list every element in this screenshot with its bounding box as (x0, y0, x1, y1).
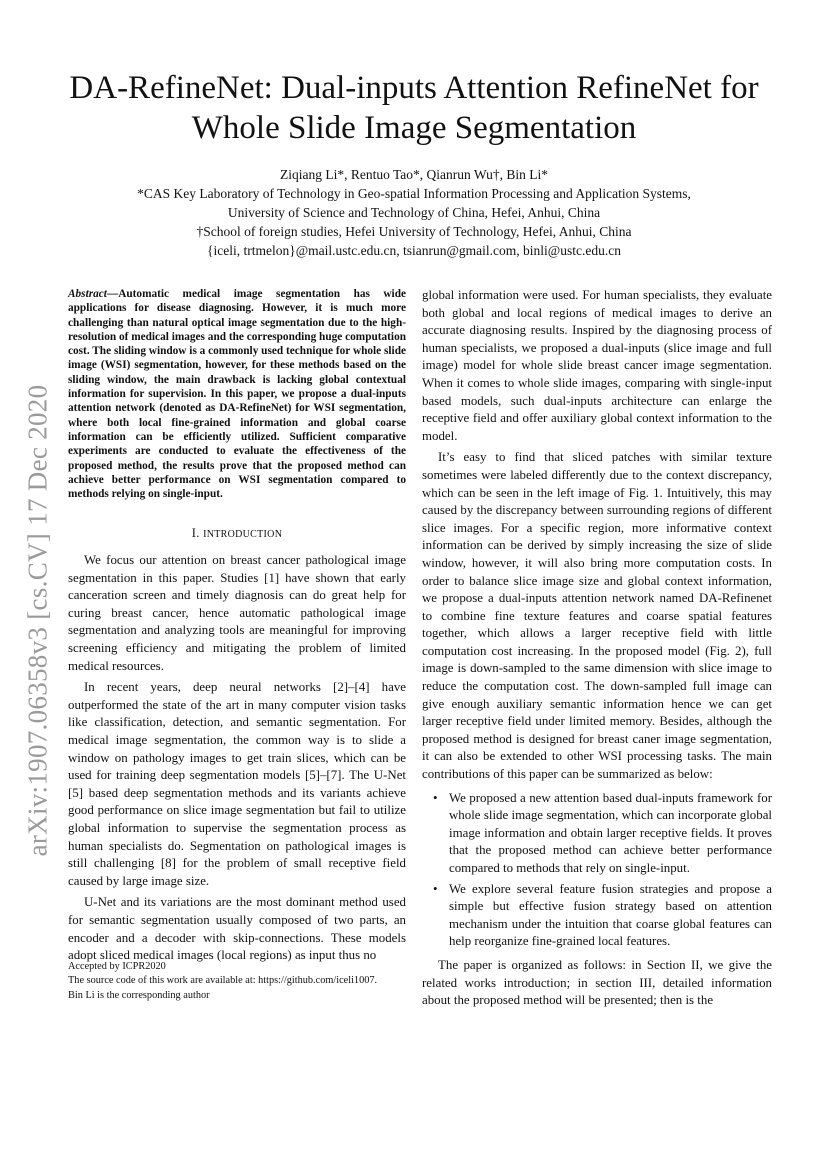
right-paragraph-2: It’s easy to find that sliced patches with similar texture sometimes were labeled differently due to the context discrepancy, which can be seen in the left image of Fig. 1. Intuitively, this may caused by the discrepancy between surrounding regions of different slice images. For a specific region, more informative context information can be derived by simply increasing the size of slide window, however, it will also bring more computation costs. In order to balance slice image size and global context information, we propose a dual-inputs attention network named DA-Refinenet to combine fine texture features and coarse spatial features together, which allows a larger receptive field with little computation cost increasing. In the proposed model (Fig. 2), full image is down-sampled to the same dimension with slice image to reduce the computation cost. The down-sampled full image can give enough auxiliary semantic information hence we can get larger receptive field under limited memory. Besides, although the proposed method is designed for breast caner image segmentation, it can also be extended to other WSI processing tasks. The main contributions of this paper can be summarized as below: (422, 450, 772, 782)
intro-paragraph-3: U-Net and its variations are the most dominant method used for semantic segmentation usually composed of two parts, an encoder and a decoder with skip-connections. These models adopt sliced medical images (local regions) as input thus no (68, 895, 406, 963)
intro-paragraph-1: We focus our attention on breast cancer pathological image segmentation in this paper. Studies [1] have shown that early canceration screen and timely diagnosis can do great help for curing breast cancer, hence automatic pathological image segmentation and analyzing tools are meaningful for improving screening efficiency and mitigating the problem of limited medical resources. (68, 553, 406, 673)
arxiv-identifier-text: arXiv:1907.06358v3 [cs.CV] 17 Dec 2020 (22, 384, 53, 857)
intro-paragraph-2: In recent years, deep neural networks [2]–[4] have outperformed the state of the art in many computer vision tasks like classification, detection, and semantic segmentation. For medical image segmentation, the common way is to slide a window on pathology images to get train slices, which can be used for training deep segmentation models [5]–[7]. The U-Net [5] based deep segmentation methods and its variants achieve good performance on slice image segmentation but fail to utilize global information to supervise the segmentation process as human specialists do. Segmentation on pathological images is still challenging [8] for the problem of small receptive field caused by large image size. (68, 680, 406, 888)
right-paragraph-3: The paper is organized as follows: in Section II, we give the related works introduction; in section III, detailed information about the proposed method will be presented; then is the (422, 957, 772, 1008)
right-column (422, 287, 772, 1010)
contribution-item-1 (433, 790, 772, 878)
footnote-accepted: Accepted by ICPR2020 (68, 961, 166, 972)
bullet-icon: • (433, 790, 438, 805)
affiliation-1: *CAS Key Laboratory of Technology in Geo-spatial Information Processing and Application Systems, (137, 186, 691, 201)
abstract-label: Abstract (68, 288, 107, 300)
title-line-1: DA-RefineNet: Dual-inputs Attention RefineNet for (69, 70, 759, 106)
section-title: INTRODUCTION (203, 529, 283, 541)
bullet-icon: • (433, 881, 438, 896)
contribution-text-1: We proposed a new attention based dual-inputs framework for whole slide image segmentation, which can incorporate global image information and obtain larger receptive fields. It proves that the proposed method can achieve better performance compared to methods that rely on single-input. (449, 790, 772, 875)
section-heading-introduction (68, 525, 406, 544)
contributions-list (422, 790, 772, 951)
title-line-2: Whole Slide Image Segmentation (191, 110, 637, 146)
author-names: Ziqiang Li*, Rentuo Tao*, Qianrun Wu†, Bin Li* (280, 167, 548, 182)
paper-title (40, 68, 788, 148)
affiliation-3: †School of foreign studies, Hefei University of Technology, Hefei, Anhui, China (196, 224, 632, 239)
footnote-source-code: The source code of this work are available at: https://github.com/iceli1007. (68, 975, 378, 987)
section-number: I. (191, 526, 200, 541)
affiliation-2: University of Science and Technology of China, Hefei, Anhui, China (227, 205, 601, 220)
author-emails: {iceli, trtmelon}@mail.ustc.edu.cn, tsianrun@gmail.com, binli@ustc.edu.cn (207, 243, 621, 258)
abstract (68, 287, 406, 501)
footnote-corresponding: Bin Li is the corresponding author (68, 989, 210, 1001)
right-paragraph-1: global information were used. For human specialists, they evaluate both global and local regions of medical images to derive an accurate diagnosing results. Inspired by the diagnosing process of human specialists, we proposed a dual-inputs (slice image and full image) model for whole slide breast cancer image segmentation. When it comes to whole slide images, comparing with single-input based models, such dual-inputs architecture can enlarge the receptive field and offer auxiliary global context information to the model. (422, 288, 772, 443)
abstract-text: —Automatic medical image segmentation has wide applications for disease diagnosing. However, it is much more challenging than natural optical image segmentation due to the high-resolution of medical images and the corresponding huge computation cost. The sliding window is a commonly used technique for whole slide image (WSI) segmentation, however, for these methods based on the sliding window, the main drawback is lacking global contextual information for supervision. In this paper, we propose a dual-inputs attention network (denoted as DA-RefineNet) for WSI segmentation, where both local fine-grained information and global coarse information can be efficiently utilized. Sufficient comparative experiments are conducted to evaluate the effectiveness of the proposed method, the results prove that the proposed method can achieve better performance on WSI segmentation compared to methods relying on single-input. (68, 288, 406, 501)
contribution-text-2: We explore several feature fusion strategies and propose a simple but effective fusion strategy based on attention mechanism under the intuition that coarse global features can help reorganize fine-grained local features. (449, 881, 772, 949)
footnotes (68, 960, 413, 1003)
left-column (68, 287, 406, 965)
contribution-item-2 (433, 881, 772, 951)
author-block (40, 165, 788, 260)
